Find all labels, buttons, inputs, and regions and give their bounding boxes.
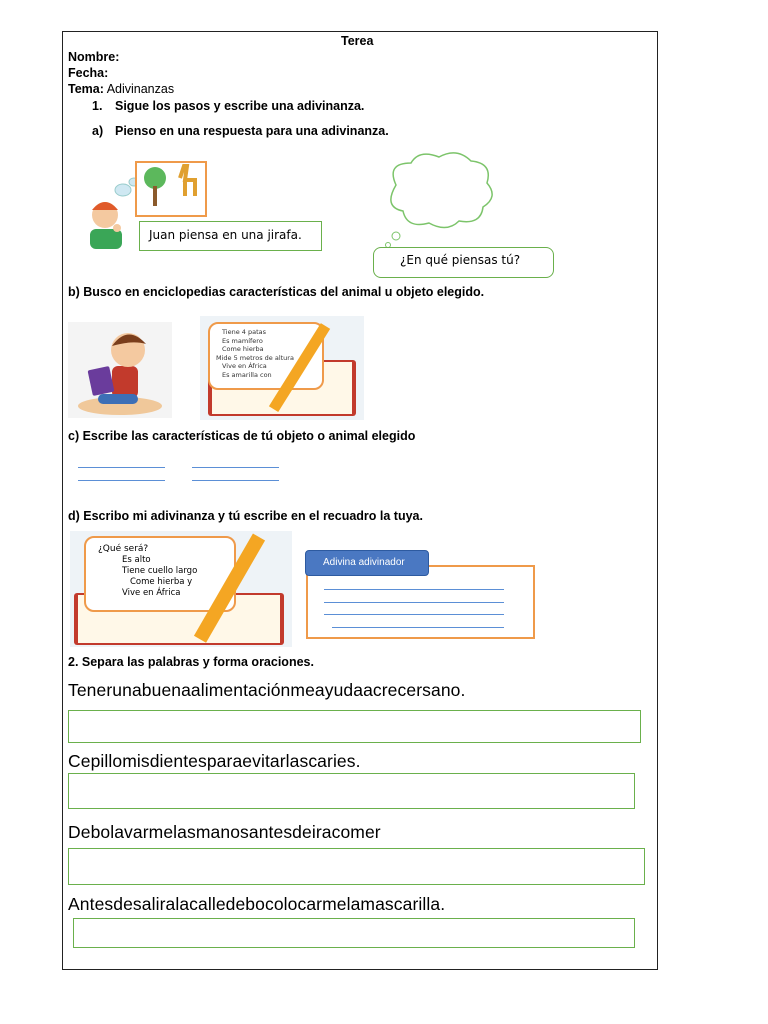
tu-caption-box (373, 247, 554, 278)
fecha-label: Fecha: (68, 66, 109, 80)
tu-caption: ¿En qué piensas tú? (400, 253, 521, 267)
step1b-instruction: b) Busco en enciclopedias características del animal u objeto elegido. (68, 285, 485, 299)
boy-reading-illustration (68, 322, 172, 418)
answer-line[interactable] (78, 467, 165, 468)
sentence-2: Cepillomisdientesparaevitarlascaries. (68, 751, 361, 771)
step1-number: 1. (92, 99, 103, 113)
notebook-notes-illustration (200, 316, 364, 420)
adivina-label: Adivina adivinador (323, 557, 405, 568)
riddle-line: Vive en África (122, 588, 181, 598)
answer-line[interactable] (192, 467, 279, 468)
note-line: Mide 5 metros de altura (216, 353, 294, 362)
answer-box-3[interactable] (68, 848, 645, 885)
sentence-4: Antesdesaliralacalledebocolocarmelamascarilla. (68, 894, 446, 914)
tema-value: Adivinanzas (106, 82, 175, 96)
juan-caption-box (139, 221, 322, 251)
nombre-label: Nombre: (68, 50, 120, 64)
tema-label: Tema: (68, 82, 104, 96)
answer-line[interactable] (192, 480, 279, 481)
sentence-1: Tenerunabuenaalimentaciónmeayudaacrecersano. (68, 680, 466, 700)
juan-caption: Juan piensa en una jirafa. (149, 228, 302, 242)
step1a-instruction: Pienso en una respuesta para una adivinanza. (115, 124, 389, 138)
step1d-instruction: d) Escribo mi adivinanza y tú escribe en el recuadro la tuya. (68, 509, 423, 523)
riddle-notebook-illustration (70, 531, 292, 647)
note-line: Tiene 4 patas (222, 328, 266, 336)
note-line: Vive en África (222, 362, 267, 371)
riddle-line: Tiene cuello largo (122, 566, 198, 576)
step1-instruction: Sigue los pasos y escribe una adivinanza. (115, 99, 365, 113)
thought-cloud-icon (374, 150, 499, 250)
tema-line (68, 82, 174, 96)
note-line: Es amarilla con (222, 370, 272, 379)
answer-box-2[interactable] (68, 773, 635, 809)
step1c-instruction: c) Escribe las características de tú objeto o animal elegido (68, 429, 416, 443)
answer-line[interactable] (324, 589, 504, 590)
note-line: Come hierba (222, 345, 264, 354)
adivina-label-tag (305, 550, 429, 576)
note-line: Es mamífero (222, 336, 263, 345)
answer-line[interactable] (78, 480, 165, 481)
answer-box-1[interactable] (68, 710, 641, 743)
page-title: Terea (341, 34, 374, 48)
step1a-letter: a) (92, 124, 104, 138)
answer-line[interactable] (332, 627, 504, 628)
sentence-3: Debolavarmelasmanosantesdeiracomer (68, 822, 381, 842)
riddle-heading: ¿Qué será? (98, 544, 149, 554)
riddle-line: Es alto (122, 555, 151, 565)
answer-line[interactable] (324, 602, 504, 603)
answer-line[interactable] (324, 614, 504, 615)
riddle-line: Come hierba y (130, 577, 193, 587)
step2-title: 2. Separa las palabras y forma oraciones. (68, 655, 314, 669)
answer-box-4[interactable] (73, 918, 635, 948)
